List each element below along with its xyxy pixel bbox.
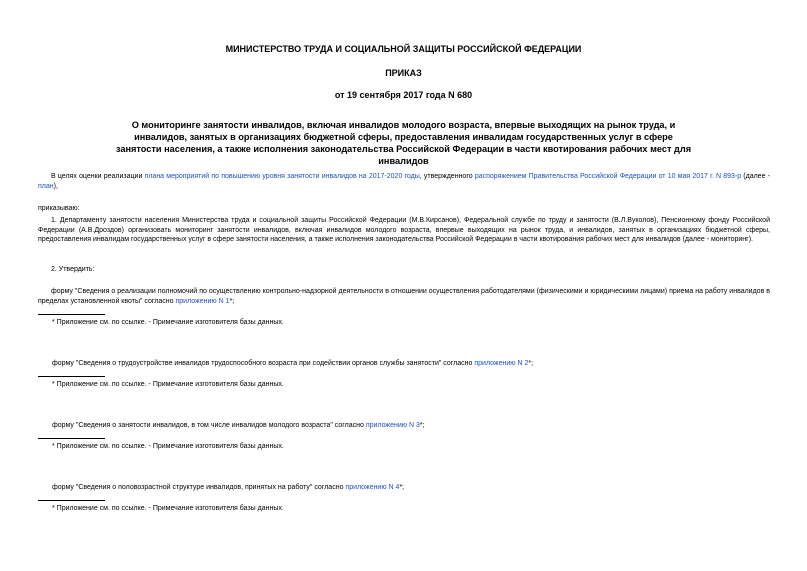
document-title: О мониторинге занятости инвалидов, включая инвалидов молодого возраста, впервые выходящих на рынок труда, и инвалидов, занятых в организациях бюджетной сферы, предоставления инвалидам государственных услуг в сфере занятости населения, а также исполнения законодательства Российской Федерации в части квотирования рабочих мест для инвалидов: [115, 120, 692, 166]
footnote-divider: [38, 438, 105, 439]
form-3-text: форму "Сведения о занятости инвалидов, в том числе инвалидов молодого возраста" согласно: [52, 422, 366, 429]
form-3-paragraph: [52, 421, 425, 430]
intro-text-3: (далее -: [741, 173, 770, 180]
footnote-divider: [38, 500, 105, 501]
footnote-divider: [38, 376, 105, 377]
doc-type-heading: ПРИКАЗ: [385, 68, 422, 78]
form-3-tail: *;: [419, 422, 425, 429]
order-word: приказываю:: [38, 205, 80, 212]
footnote-divider: [38, 314, 105, 315]
form-1-tail: *;: [229, 297, 235, 305]
footnote: * Приложение см. по ссылке. - Примечание изготовителя базы данных.: [52, 443, 284, 450]
form-4-paragraph: [52, 483, 404, 492]
appendix-4-link[interactable]: приложению N 4: [345, 484, 400, 491]
appendix-3-link[interactable]: приложению N 3: [365, 422, 420, 429]
footnote: * Приложение см. по ссылке. - Примечание изготовителя базы данных.: [52, 505, 284, 512]
intro-text-1: В целях оценки реализации: [51, 173, 145, 180]
form-2-paragraph: [52, 359, 533, 368]
ministry-heading: МИНИСТЕРСТВО ТРУДА И СОЦИАЛЬНОЙ ЗАЩИТЫ РОССИЙСКОЙ ФЕДЕРАЦИИ: [225, 44, 582, 54]
intro-text-4: ),: [53, 182, 58, 190]
government-order-link[interactable]: распоряжением Правительства Российской Федерации от 10 мая 2017 г. N 893-р: [474, 173, 742, 180]
footnote: * Приложение см. по ссылке. - Примечание изготовителя базы данных.: [52, 319, 284, 326]
form-1-paragraph: [38, 287, 770, 306]
plan-link[interactable]: плана мероприятий по повышению уровня занятости инвалидов на 2017-2020 годы: [144, 173, 420, 180]
form-1-text: форму "Сведения о реализации полномочий по осуществлению контрольно-надзорной деятельности в отношении осуществления работодателями (физическими и юридическими лицами) приема на работу инвалидов в пределах установленной квоты" согласно: [38, 288, 770, 305]
form-2-text: форму "Сведения о трудоустройстве инвалидов трудоспособного возраста при содействии органов службы занятости" согласно: [52, 360, 475, 367]
appendix-1-link[interactable]: приложению N 1: [175, 297, 230, 305]
form-4-tail: *;: [399, 484, 405, 491]
form-4-text: форму "Сведения о половозрастной структуре инвалидов, принятых на работу" согласно: [52, 484, 346, 491]
item-1-paragraph: 1. Департаменту занятости населения Министерства труда и социальной защиты Российской Федерации (М.В.Кирсанов), Федеральной службе по труду и занятости (В.Л.Вуколов), Пенсионному фонду Российской Федерации (А.В.Дроздов) организовать мониторинг занятости инвалидов, включая инвалидов молодого возраста, впервые выходящих на рынок труда, и инвалидов, занятых в организациях бюджетной сферы, предоставления инвалидам государственных услуг в сфере занятости населения, а также исполнения законодательства Российской Федерации в части квотирования рабочих мест для инвалидов (далее - мониторинг).: [38, 217, 770, 243]
date-number-heading: от 19 сентября 2017 года N 680: [334, 90, 473, 100]
appendix-2-link[interactable]: приложению N 2: [474, 360, 529, 367]
intro-text-2: , утвержденного: [419, 173, 475, 180]
item-2-paragraph: 2. Утвердить:: [51, 266, 95, 273]
intro-paragraph: [38, 172, 770, 191]
footnote: * Приложение см. по ссылке. - Примечание изготовителя базы данных.: [52, 381, 284, 388]
form-2-tail: *;: [528, 360, 534, 367]
plan-short-link[interactable]: план: [38, 182, 54, 190]
